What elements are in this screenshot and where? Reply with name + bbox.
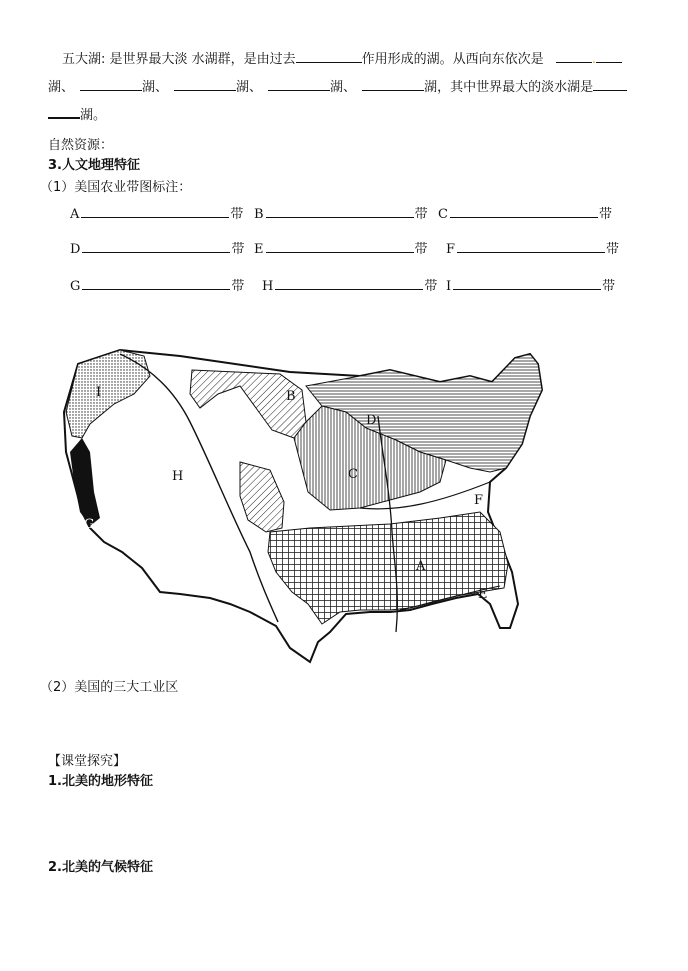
belt-blank-d[interactable] (82, 240, 230, 253)
map-label-g: G (84, 517, 95, 532)
blank-lake-2[interactable] (80, 78, 142, 91)
belt-blank-a[interactable] (81, 205, 229, 218)
belt-label-b (254, 203, 428, 222)
belt-letter: I (446, 279, 452, 294)
belt-letter: H (262, 279, 274, 294)
classroom-q1: 1.北美的地形特征 (48, 774, 153, 789)
belt-label-c (438, 203, 612, 222)
section3-sub1: （1）美国农业带图标注： (40, 180, 192, 195)
belt-letter: B (254, 207, 264, 222)
map-label-h: H (172, 469, 184, 484)
last-suffix: 湖。 (80, 108, 107, 123)
belt-suffix: 带 (424, 279, 438, 294)
belt-label-e (254, 238, 428, 257)
map-label-d: D (366, 413, 377, 428)
belt-suffix: 带 (414, 207, 428, 222)
natural-resources: 自然资源： (48, 138, 114, 153)
belt-label-a (70, 203, 243, 222)
us-agricultural-belt-map (60, 342, 600, 667)
great-lakes-line-3 (48, 104, 106, 123)
belt-label-h (262, 275, 437, 294)
belt-letter: E (254, 242, 264, 257)
belt-letter: D (70, 242, 81, 257)
orange-dot: . (591, 52, 596, 67)
blank-largest-lake[interactable] (593, 78, 627, 91)
section3-sub2: （2）美国的三大工业区 (40, 680, 179, 695)
belt-suffix: 带 (231, 279, 245, 294)
belt-blank-b[interactable] (266, 205, 414, 218)
belt-suffix: 带 (230, 207, 244, 222)
map-label-a: A (416, 559, 426, 574)
belt-letter: G (70, 279, 81, 294)
belt-suffix: 带 (606, 242, 620, 257)
belt-label-i (446, 275, 615, 294)
belt-letter: C (438, 207, 448, 222)
lake-suffix-1: 湖、 (48, 80, 75, 95)
blank-largest-lake-b[interactable] (48, 105, 80, 119)
belt-letter: A (70, 207, 80, 222)
lake-suffix-2: 湖、 (142, 80, 169, 95)
great-lakes-line-2 (48, 76, 627, 95)
blank-lake-3[interactable] (174, 78, 236, 91)
lake-suffix-3: 湖、 (236, 80, 263, 95)
belt-blank-h[interactable] (275, 277, 423, 290)
belt-blank-i[interactable] (453, 277, 601, 290)
belt-suffix: 带 (602, 279, 616, 294)
classroom-title: 【课堂探究】 (48, 754, 127, 769)
belt-letter: F (446, 242, 456, 257)
belt-blank-e[interactable] (266, 240, 414, 253)
great-lakes-text-3: 湖，其中世界最大的淡水湖是 (424, 80, 594, 95)
blank-lake-1b[interactable] (596, 50, 622, 63)
map-label-c: C (348, 467, 358, 482)
blank-lake-1[interactable] (556, 50, 592, 63)
great-lakes-line-1 (62, 48, 622, 67)
classroom-q2: 2.北美的气候特征 (48, 860, 153, 875)
blank-lake-5[interactable] (362, 78, 424, 91)
belt-blank-c[interactable] (450, 205, 598, 218)
lake-suffix-4: 湖、 (330, 80, 357, 95)
map-label-f: F (474, 493, 484, 508)
belt-suffix: 带 (231, 242, 245, 257)
blank-formation[interactable] (296, 50, 362, 63)
section3-title: 3.人文地理特征 (48, 158, 140, 173)
great-lakes-text-1: 五大湖: 是世界最大淡 水湖群，是由过去 (62, 52, 296, 67)
map-label-e: E (478, 587, 488, 602)
great-lakes-text-2: 作用形成的湖。从西向东依次是 (361, 52, 544, 67)
belt-label-d (70, 238, 244, 257)
belt-label-f (446, 238, 619, 257)
map-label-i: I (96, 385, 102, 400)
belt-suffix: 带 (598, 207, 612, 222)
map-label-b: B (286, 389, 296, 404)
belt-blank-f[interactable] (457, 240, 605, 253)
belt-suffix: 带 (414, 242, 428, 257)
belt-blank-g[interactable] (82, 277, 230, 290)
blank-lake-4[interactable] (268, 78, 330, 91)
belt-label-g (70, 275, 244, 294)
